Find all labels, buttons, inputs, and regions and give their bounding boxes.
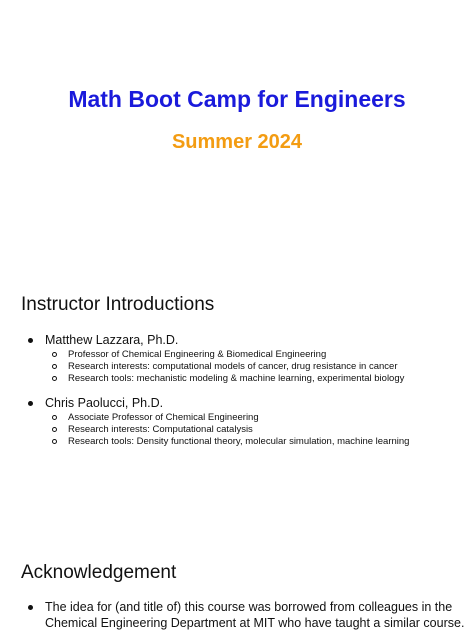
bullet-disc-icon [28,338,33,343]
detail-item [0,361,474,373]
document-subtitle: Summer 2024 [171,131,303,153]
detail-item [0,373,474,385]
bullet-disc-icon [28,605,33,610]
detail-text: Research tools: mechanistic modeling & machine learning, experimental biology [68,373,405,384]
instructor-entry [0,396,474,448]
instructor-details [0,412,474,448]
bullet-circle-icon [52,427,57,432]
bullet-circle-icon [52,439,57,444]
instructors-heading: Instructor Introductions [21,294,215,315]
detail-text: Research interests: Computational catalysis [68,424,253,435]
instructor-entry [0,333,474,385]
detail-text: Professor of Chemical Engineering & Biomedical Engineering [68,349,327,360]
bullet-circle-icon [52,376,57,381]
acknowledgement-text: The idea for (and title of) this course was borrowed from colleagues in the Chemical Engineering Department at MIT who have taught a similar course. [45,600,465,630]
detail-text: Associate Professor of Chemical Engineering [68,412,259,423]
instructor-name-row [0,333,474,349]
instructor-name: Chris Paolucci, Ph.D. [45,396,164,410]
detail-item [0,412,474,424]
instructor-name: Matthew Lazzara, Ph.D. [45,333,179,347]
bullet-circle-icon [52,364,57,369]
detail-text: Research tools: Density functional theory, molecular simulation, machine learning [68,436,410,447]
detail-text: Research interests: computational models of cancer, drug resistance in cancer [68,361,398,372]
bullet-circle-icon [52,415,57,420]
document-title: Math Boot Camp for Engineers [68,86,406,112]
acknowledgement-heading: Acknowledgement [21,562,177,583]
detail-item [0,424,474,436]
bullet-circle-icon [52,352,57,357]
instructor-name-row [0,396,474,412]
detail-item [0,436,474,448]
instructor-details [0,349,474,385]
bullet-disc-icon [28,401,33,406]
detail-item [0,349,474,361]
